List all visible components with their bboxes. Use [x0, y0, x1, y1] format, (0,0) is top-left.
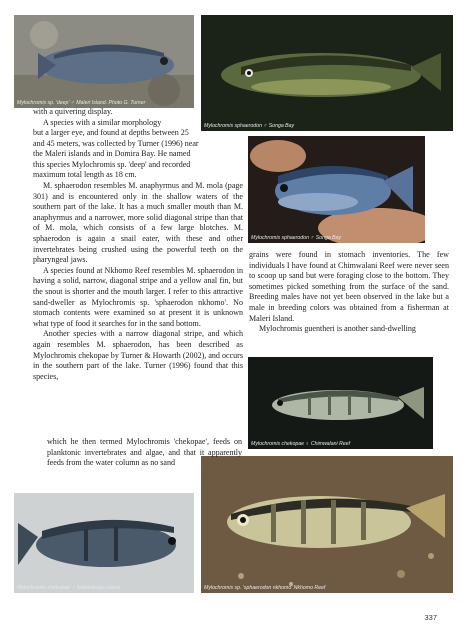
paragraph: M. sphaerodon resembles M. anaphyrmus and M. mola (page 301) and is encountered only in the shallow waters of the southern part of the lake. It has a much smaller mouth than M. anaphyrmus and a narrower, more solid diagonal stripe than that of M. mola, which consists of a few large blotches. M. sphaerodon is again a snail eater, with these and other invertebrates being crushed using the powerful teeth on the pharyngeal jaws. [33, 181, 243, 265]
paragraph: Mylochromis guentheri is another sand-dwelling [259, 324, 416, 334]
text-line: maximum total length as 18 cm. [33, 170, 137, 180]
text-line: the Maleri islands and in Domira Bay. He named [33, 149, 191, 159]
text-line: this species Mylochromis sp. 'deep' and recorded [33, 159, 191, 169]
photo-sphaerodon-nkhomo [201, 456, 453, 593]
text-line: but a larger eye, and found at depths between 25 [33, 128, 189, 137]
photo-chekopae-chimwalani [248, 357, 433, 449]
column-1-intro [33, 107, 197, 128]
paragraph: grains were found in stomach inventories. The few individuals I have found at Chimwalani Reef were never seen to scoop up sand but were foraging close to the bottom. They sometimes picked something from the surface of the sand. Breeding males have not yet been observed in the lake but a male in breeding colors was obtained from a fisherman at Maleri Island. [249, 250, 449, 323]
paragraph: which he then termed Mylochromis 'chekopae', feeds on planktonic invertebrates and algae, and that it apparently feeds from the water column as no sand [47, 437, 242, 468]
column-1-intro-wide [33, 128, 243, 181]
page-number: 337 [424, 613, 437, 622]
photo-sphaerodon-in-hand [248, 136, 425, 243]
photo-caption: Mylochromis sphaerodon ♂ Songa Bay [204, 122, 295, 129]
photo-caption: Mylochromis sp. 'sphaerodon nkhomo' Nkhomo Reef [204, 584, 326, 591]
photo-caption: Mylochromis chekopae ♂ Nakantenga Island [17, 584, 121, 591]
paragraph: A species found at Nkhomo Reef resembles M. sphaerodon in having a solid, narrow, diagonal stripe and a yellow anal fin, but the snout is shorter and the mouth larger. I refer to this attractive sand-dweller as Mylochromis sp. 'sphaerodon nkhomo'. No stomach contents were examined so at present it is unknown what type of food it searches for in the sand bottom. [33, 265, 243, 328]
text-line: with a quivering display. [33, 107, 113, 116]
photo-chekopae-nakantenga [14, 493, 194, 593]
photo-caption: Mylochromis chekopae ♀ Chimwalani Reef [251, 440, 351, 447]
photo-mylochromis-deep [14, 15, 194, 108]
photo-caption: Mylochromis sp. 'deep' ♂ Maleri Island. Photo G. Turner [17, 99, 146, 106]
text-line: A species with a similar morphology [43, 117, 162, 127]
column-2-body [249, 250, 449, 335]
column-1-bottom [47, 437, 242, 469]
photo-caption: Mylochromis sphaerodon ♂ Songa Bay [251, 234, 342, 241]
paragraph: Another species with a narrow diagonal stripe, and which again resembles M. sphaerodon, has been described as Mylochromis chekopae by Turner & Howarth (2002), and occurs in the southern part of the lake. Turner (1996) found that this species, [33, 329, 243, 381]
photo-sphaerodon-songa-bay [201, 15, 453, 131]
text-line: and 45 meters, was collected by Turner (1996) near [33, 138, 199, 148]
column-1-body [33, 181, 243, 382]
